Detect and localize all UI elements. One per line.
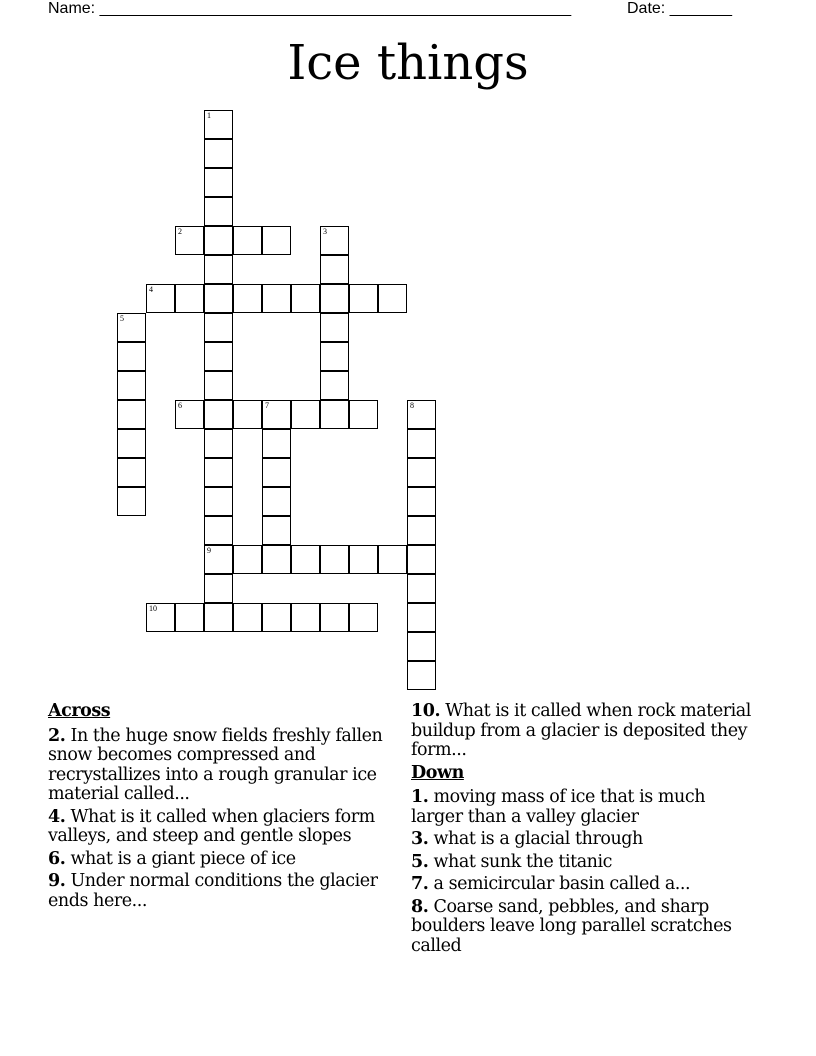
crossword-cell[interactable]: [117, 458, 146, 487]
down-heading: Down: [411, 762, 464, 783]
crossword-cell[interactable]: [233, 284, 262, 313]
clue-number: 5: [120, 314, 124, 323]
clue-down-1: [411, 788, 761, 827]
crossword-cell[interactable]: [378, 284, 407, 313]
crossword-cell[interactable]: [233, 400, 262, 429]
crossword-cell[interactable]: [349, 545, 378, 574]
crossword-cell[interactable]: [117, 429, 146, 458]
crossword-cell[interactable]: [204, 487, 233, 516]
clue-number: 10: [149, 604, 157, 613]
crossword-cell[interactable]: [320, 255, 349, 284]
crossword-cell[interactable]: [320, 545, 349, 574]
clue-number: 4: [149, 285, 153, 294]
clue-across-4: [48, 808, 398, 847]
clue-text: a semicircular basin called a...: [433, 874, 691, 894]
crossword-cell[interactable]: [320, 284, 349, 313]
clue-number-label: 7.: [411, 874, 429, 894]
crossword-cell[interactable]: [262, 458, 291, 487]
crossword-cell[interactable]: [146, 284, 175, 313]
clue-text: moving mass of ice that is much larger than a valley glacier: [411, 787, 706, 827]
crossword-cell[interactable]: [320, 342, 349, 371]
crossword-cell[interactable]: [378, 545, 407, 574]
clue-number-label: 2.: [48, 725, 66, 746]
crossword-cell[interactable]: [262, 226, 291, 255]
clue-number-label: 3.: [411, 829, 429, 849]
crossword-cell[interactable]: [262, 603, 291, 632]
clue-across-6: [48, 850, 398, 870]
clue-down-7: [411, 875, 761, 895]
clue-number: 1: [207, 111, 211, 120]
crossword-cell[interactable]: [407, 574, 436, 603]
clue-text: What is it called when glaciers form valleys, and steep and gentle slopes: [48, 806, 375, 846]
clue-across-2: [48, 727, 398, 805]
crossword-cell[interactable]: [117, 313, 146, 342]
crossword-cell[interactable]: [407, 603, 436, 632]
crossword-cell[interactable]: [204, 313, 233, 342]
clue-number-label: 8.: [411, 896, 429, 917]
crossword-cell[interactable]: [204, 371, 233, 400]
clue-number: 3: [323, 227, 327, 236]
clue-text: Under normal conditions the glacier ends here...: [48, 871, 378, 911]
crossword-cell[interactable]: [407, 661, 436, 690]
clue-number-label: 6.: [48, 848, 66, 869]
clue-down-8: [411, 898, 761, 957]
clue-number-label: 9.: [48, 871, 66, 891]
crossword-cell[interactable]: [407, 545, 436, 574]
crossword-cell[interactable]: [262, 487, 291, 516]
crossword-cell[interactable]: [349, 603, 378, 632]
crossword-cell[interactable]: [204, 255, 233, 284]
crossword-cell[interactable]: [117, 371, 146, 400]
crossword-cell[interactable]: [320, 313, 349, 342]
crossword-cell[interactable]: [291, 603, 320, 632]
crossword-cell[interactable]: [233, 226, 262, 255]
crossword-cell[interactable]: [204, 574, 233, 603]
clue-text: what is a giant piece of ice: [70, 848, 296, 869]
clue-number: 7: [265, 401, 269, 410]
page-title: Ice things: [287, 35, 529, 91]
crossword-cell[interactable]: [407, 429, 436, 458]
crossword-cell[interactable]: [175, 400, 204, 429]
crossword-cell[interactable]: [175, 603, 204, 632]
crossword-cell[interactable]: [175, 284, 204, 313]
crossword-cell[interactable]: [204, 226, 233, 255]
crossword-cell[interactable]: [262, 400, 291, 429]
clue-down-3: [411, 830, 761, 850]
crossword-cell[interactable]: [262, 429, 291, 458]
clue-number-label: 5.: [411, 851, 429, 872]
crossword-cell[interactable]: [262, 545, 291, 574]
clue-text: what is a glacial through: [433, 829, 643, 849]
crossword-cell[interactable]: [349, 400, 378, 429]
crossword-cell[interactable]: [349, 284, 378, 313]
crossword-cell[interactable]: [204, 197, 233, 226]
clue-text: Coarse sand, pebbles, and sharp boulders leave long parallel scratches called: [411, 896, 732, 956]
clue-across-10: [411, 702, 761, 761]
across-heading: Across: [48, 701, 111, 721]
clue-number-label: 4.: [48, 806, 66, 827]
crossword-cell[interactable]: [117, 487, 146, 516]
date-field-line[interactable]: Date: _______: [627, 0, 732, 17]
crossword-cell[interactable]: [407, 458, 436, 487]
crossword-cell[interactable]: [204, 139, 233, 168]
clue-number-label: 10.: [411, 701, 441, 721]
clue-number: 8: [410, 401, 414, 410]
clue-down-5: [411, 853, 761, 873]
crossword-cell[interactable]: [407, 400, 436, 429]
clue-across-9: [48, 872, 398, 911]
crossword-cell[interactable]: [320, 371, 349, 400]
crossword-cell[interactable]: [320, 226, 349, 255]
crossword-cell[interactable]: [204, 545, 233, 574]
clues-right-column: [411, 702, 761, 959]
crossword-cell[interactable]: [291, 284, 320, 313]
crossword-cell[interactable]: [407, 487, 436, 516]
name-field-line[interactable]: Name: _____________________________________________________: [48, 0, 572, 17]
crossword-cell[interactable]: [204, 458, 233, 487]
crossword-cell[interactable]: [204, 284, 233, 313]
clue-text: What is it called when rock material buildup from a glacier is deposited they form...: [411, 701, 751, 760]
clue-number: 6: [178, 401, 182, 410]
crossword-cell[interactable]: [320, 603, 349, 632]
crossword-cell[interactable]: [262, 516, 291, 545]
crossword-cell[interactable]: [320, 400, 349, 429]
crossword-cell[interactable]: [233, 603, 262, 632]
crossword-cell[interactable]: [204, 168, 233, 197]
clues-left-column: [48, 702, 398, 914]
crossword-cell[interactable]: [204, 110, 233, 139]
clue-number: 2: [178, 227, 182, 236]
clue-text: In the huge snow fields freshly fallen snow becomes compressed and recrystallizes into a rough granular ice material called...: [48, 725, 383, 804]
clue-number: 9: [207, 546, 211, 555]
crossword-cell[interactable]: [204, 400, 233, 429]
crossword-cell[interactable]: [146, 603, 175, 632]
crossword-cell[interactable]: [117, 342, 146, 371]
crossword-cell[interactable]: [262, 284, 291, 313]
crossword-cell[interactable]: [233, 545, 262, 574]
crossword-cell[interactable]: [407, 516, 436, 545]
crossword-cell[interactable]: [175, 226, 204, 255]
clue-number-label: 1.: [411, 787, 429, 807]
crossword-cell[interactable]: [291, 545, 320, 574]
crossword-cell[interactable]: [117, 400, 146, 429]
crossword-cell[interactable]: [407, 632, 436, 661]
clue-text: what sunk the titanic: [433, 851, 613, 872]
crossword-cell[interactable]: [204, 342, 233, 371]
crossword-cell[interactable]: [204, 516, 233, 545]
crossword-cell[interactable]: [204, 603, 233, 632]
crossword-cell[interactable]: [204, 429, 233, 458]
crossword-cell[interactable]: [291, 400, 320, 429]
